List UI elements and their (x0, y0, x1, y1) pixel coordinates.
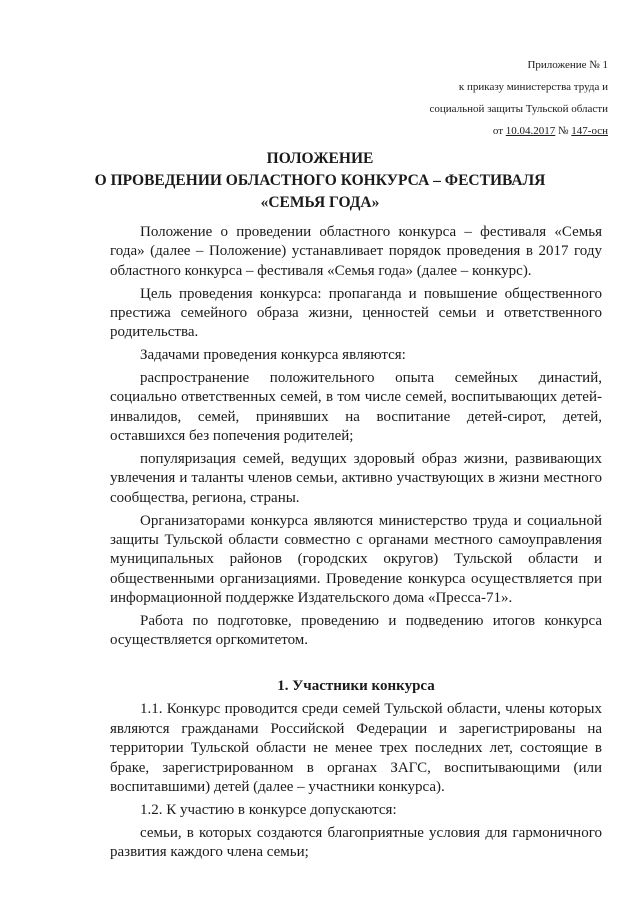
section-1-heading: 1. Участники конкурса (277, 677, 435, 694)
annex-date-prefix: от (492, 125, 504, 137)
title-line-3: «СЕМЬЯ ГОДА» (260, 194, 380, 211)
title-line-1: ПОЛОЖЕНИЕ (266, 150, 374, 167)
annex-number-prefix: № (558, 125, 569, 137)
clause-1-2: 1.2. К участию в конкурсе допускаются: (140, 801, 397, 818)
paragraph-organizers: Организаторами конкурса являются министерство труда и социальной защиты Тульской области совместно с органами местного самоуправления муниципальных районов (городских округов) Тульской области и общественными организациями. Проведение конкурса осуществляется при информационной поддержке Издательского дома «Пресса-71». (110, 512, 602, 607)
paragraph-task-2: популяризация семей, ведущих здоровый образ жизни, развивающих увлечения и таланты членов семьи, активно участвующих в жизни местного сообщества, региона, страны. (110, 451, 602, 506)
clause-1-2-item: семьи, в которых создаются благоприятные условия для гармоничного развития каждого члена семьи; (110, 824, 602, 860)
annex-line-2: к приказу министерства труда и (458, 81, 608, 93)
document-body (110, 223, 602, 866)
paragraph-intro: Положение о проведении областного конкурса – фестиваля «Семья года» (далее – Положение) устанавливает порядок проведения в 2017 году областного конкурса – фестиваля «Семья года» (далее – конкурс). (110, 224, 602, 279)
paragraph-task-1: распространение положительного опыта семейных династий, социально ответственных семей, в том числе семей, воспитывающих детей-инвалидов, семей, принявших на воспитание детей-сирот, детей, оставшихся без попечения родителей; (110, 370, 602, 445)
paragraph-orgcommittee: Работа по подготовке, проведению и подведению итогов конкурса осуществляется оргкомитетом. (110, 613, 602, 649)
title-line-2: О ПРОВЕДЕНИИ ОБЛАСТНОГО КОНКУРСА – ФЕСТИВАЛЯ (94, 172, 546, 189)
paragraph-tasks-heading: Задачами проведения конкурса являются: (140, 347, 406, 364)
clause-1-1: 1.1. Конкурс проводится среди семей Тульской области, члены которых являются гражданами Российской Федерации и зарегистрированы на территории Тульской области не менее трех последних лет, состоящие в браке, зарегистрированном в органах ЗАГС, воспитывающими (или воспитавшими) детей (далее – участники конкурса). (110, 701, 602, 795)
paragraph-goal: Цель проведения конкурса: пропаганда и повышение общественного престижа семейного образа жизни, ценностей семьи и ответственного родительства. (110, 285, 602, 341)
document-title (60, 148, 580, 214)
annex-header (308, 54, 608, 142)
annex-date: 10.04.2017 (505, 125, 556, 137)
annex-line-3: социальной защиты Тульской области (429, 103, 608, 115)
annex-date-line (308, 120, 608, 142)
annex-number: 147-осн (571, 125, 608, 137)
annex-line-1: Приложение № 1 (527, 59, 608, 71)
